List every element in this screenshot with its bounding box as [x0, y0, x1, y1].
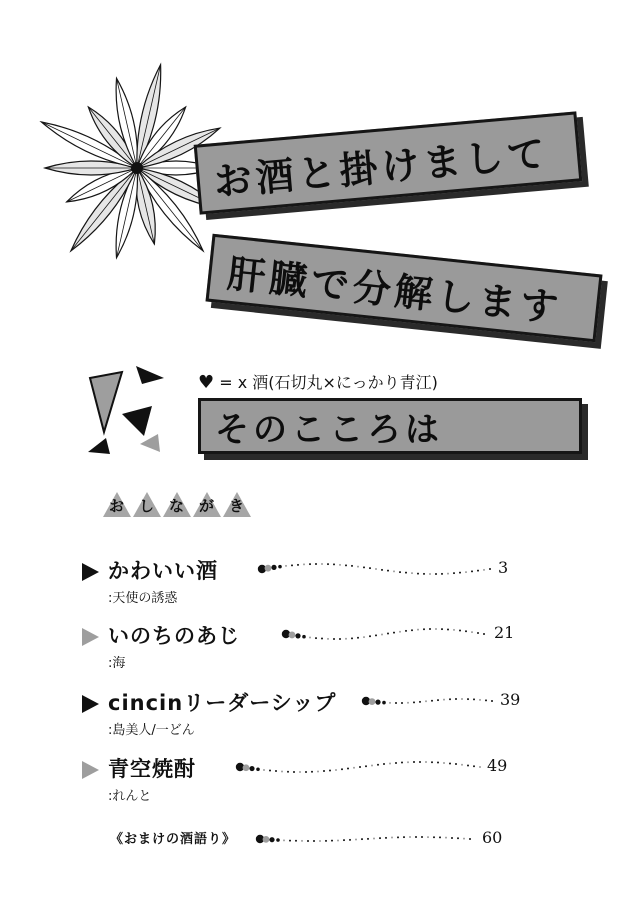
leader-dot [439, 836, 441, 838]
leader-dot [483, 633, 485, 635]
pairing-line [198, 370, 438, 393]
oshinagaki-badge [222, 490, 252, 518]
leader-dot [295, 840, 297, 842]
leader-dot [387, 633, 389, 635]
leader-dot [447, 573, 449, 575]
title-line-1: お酒と掛けまして [212, 130, 551, 204]
leader-dot [303, 563, 305, 565]
leader-dot [269, 770, 271, 772]
leader-dot [409, 836, 411, 838]
leader-dot [325, 840, 327, 842]
leader-dot [457, 837, 459, 839]
dotted-leader [282, 620, 495, 650]
title-banner-3 [198, 398, 582, 454]
dotted-leader [258, 555, 498, 585]
toc-entry[interactable] [0, 825, 639, 875]
leader-dot [321, 563, 323, 565]
leader-dot [351, 565, 353, 567]
leader-dot [455, 763, 457, 765]
leader-dot [385, 837, 387, 839]
leader-dot [291, 564, 293, 566]
leader-dot [441, 628, 443, 630]
leader-dot [293, 771, 295, 773]
leader-dot [269, 837, 274, 842]
heart-icon: ♥ [198, 372, 215, 393]
bullet-triangle-icon [82, 628, 99, 646]
leader-dot [341, 768, 343, 770]
leader-dot [345, 638, 347, 640]
leader-dot [453, 629, 455, 631]
leader-dot [377, 764, 379, 766]
leader-dot [361, 838, 363, 840]
leader-dot [373, 837, 375, 839]
leader-dot [297, 564, 299, 566]
leader-dot [401, 762, 403, 764]
leader-dot [401, 702, 403, 704]
leader-dot [363, 566, 365, 568]
leader-dot [345, 564, 347, 566]
leader-dot [335, 769, 337, 771]
leader-dot [411, 572, 413, 574]
toc-title: 《おまけの酒語り》 [110, 832, 237, 847]
leader-dot [461, 764, 463, 766]
triangle-shape [122, 406, 152, 436]
leader-dot [455, 698, 457, 700]
leader-dot [429, 628, 431, 630]
toc-page-number: 21 [494, 623, 515, 642]
toc-entry[interactable] [0, 555, 639, 605]
leader-dot [427, 836, 429, 838]
leader-dot [313, 840, 315, 842]
leader-dot [319, 840, 321, 842]
leader-dot [333, 638, 335, 640]
leader-dot [467, 698, 469, 700]
leader-dot [379, 837, 381, 839]
leader-dot [375, 700, 380, 705]
leader-dot [437, 699, 439, 701]
leader-dot [285, 565, 287, 567]
toc-entry[interactable] [0, 620, 639, 670]
leader-dot [347, 768, 349, 770]
leader-dot [449, 698, 451, 700]
leader-dot [339, 638, 341, 640]
leader-dot [383, 763, 385, 765]
leader-dot [469, 838, 471, 840]
toc-entry[interactable] [0, 753, 639, 803]
bullet-triangle-icon [82, 761, 99, 779]
leader-dot [431, 761, 433, 763]
leader-dot [411, 629, 413, 631]
leader-dot [489, 568, 491, 570]
leader-dot [467, 764, 469, 766]
toc-page-number: 49 [487, 756, 508, 775]
oshinagaki-char: お [109, 497, 125, 515]
leader-dot [321, 638, 323, 640]
leader-dot [393, 570, 395, 572]
leader-dot [471, 631, 473, 633]
leader-dot [357, 566, 359, 568]
oshinagaki-char: な [169, 497, 185, 515]
leader-dot [331, 840, 333, 842]
toc-subtitle: :海 [108, 656, 126, 671]
leader-dot [249, 766, 254, 771]
leader-dot [443, 762, 445, 764]
leader-dot [275, 770, 277, 772]
toc-subtitle: :れんと [108, 789, 152, 804]
leader-dot [465, 630, 467, 632]
leader-dot [435, 628, 437, 630]
leader-dot [243, 764, 250, 771]
leader-dot [369, 635, 371, 637]
title-line-2: 肝臓で分解します [225, 251, 565, 330]
leader-dot [256, 767, 260, 771]
title-line-3: そのこころは [215, 409, 443, 450]
leader-dot [407, 702, 409, 704]
dotted-leader [236, 753, 490, 783]
leader-dot [302, 635, 306, 639]
toc-subtitle: :天使の誘惑 [108, 591, 178, 606]
leader-dot [263, 769, 265, 771]
leader-dot [323, 770, 325, 772]
leader-dot [423, 573, 425, 575]
triangle-decoration [82, 358, 172, 458]
dotted-leader [256, 825, 480, 855]
leader-dot [483, 569, 485, 571]
leader-dot [445, 837, 447, 839]
dotted-leader [362, 687, 502, 717]
leader-dot [307, 840, 309, 842]
leader-dot [473, 765, 475, 767]
oshinagaki-badge [132, 490, 162, 518]
toc-title: いのちのあじ [108, 624, 240, 648]
leader-dot [315, 637, 317, 639]
leader-dot [359, 766, 361, 768]
leader-dot [471, 570, 473, 572]
leader-dot [461, 698, 463, 700]
pairing-text: = x 酒(石切丸×にっかり青江) [219, 373, 438, 392]
triangle-shape [140, 434, 160, 452]
leader-dot [382, 701, 386, 705]
leader-dot [431, 700, 433, 702]
leader-dot [381, 569, 383, 571]
leader-dot [425, 761, 427, 763]
leader-dot [329, 770, 331, 772]
leader-dot [451, 837, 453, 839]
toc-entry[interactable] [0, 687, 639, 737]
leader-dot [477, 632, 479, 634]
leader-dot [453, 572, 455, 574]
leader-dot [491, 700, 493, 702]
leader-dot [271, 565, 276, 570]
bullet-triangle-icon [82, 563, 99, 581]
leader-dot [423, 628, 425, 630]
leader-dot [375, 634, 377, 636]
title-banner-2 [206, 234, 603, 343]
oshinagaki-char: き [229, 497, 245, 515]
leader-dot [479, 766, 481, 768]
leader-dot [351, 637, 353, 639]
toc-title: cincinリーダーシップ [108, 691, 337, 715]
toc-title: 青空焼酎 [108, 757, 196, 781]
leader-dot [433, 836, 435, 838]
leader-dot [419, 701, 421, 703]
leader-dot [278, 565, 282, 569]
leader-dot [343, 839, 345, 841]
toc-title: かわいい酒 [108, 559, 218, 583]
toc-page-number: 39 [500, 690, 521, 709]
leader-dot [387, 570, 389, 572]
leader-dot [357, 637, 359, 639]
leader-dot [289, 840, 291, 842]
leader-dot [459, 572, 461, 574]
oshinagaki-char: が [199, 497, 215, 515]
leader-dot [389, 702, 391, 704]
leader-dot [276, 838, 280, 842]
triangle-shape [90, 372, 122, 432]
leader-dot [441, 573, 443, 575]
leader-dot [309, 563, 311, 565]
leader-dot [465, 571, 467, 573]
leader-dot [381, 633, 383, 635]
leader-dot [333, 563, 335, 565]
leader-dot [395, 762, 397, 764]
leader-dot [399, 571, 401, 573]
leader-dot [375, 568, 377, 570]
leader-dot [407, 761, 409, 763]
leader-dot [443, 699, 445, 701]
triangle-shape [136, 366, 164, 384]
leader-dot [295, 633, 300, 638]
leader-dot [425, 700, 427, 702]
leader-dot [339, 564, 341, 566]
oshinagaki-heading [102, 490, 272, 520]
toc-page-number: 3 [498, 558, 509, 577]
leader-dot [369, 698, 376, 705]
leader-dot [395, 702, 397, 704]
leader-dot [367, 838, 369, 840]
leader-dot [403, 836, 405, 838]
leader-dot [429, 573, 431, 575]
leader-dot [449, 762, 451, 764]
leader-dot [353, 767, 355, 769]
oshinagaki-badge [162, 490, 192, 518]
leader-dot [287, 771, 289, 773]
leader-dot [477, 570, 479, 572]
leader-dot [299, 771, 301, 773]
leader-dot [355, 839, 357, 841]
leader-dot [459, 630, 461, 632]
leader-dot [397, 836, 399, 838]
leader-dot [405, 572, 407, 574]
leader-dot [283, 839, 285, 841]
leader-dot [363, 636, 365, 638]
leader-dot [463, 838, 465, 840]
leader-dot [421, 836, 423, 838]
leader-dot [281, 770, 283, 772]
leader-dot [437, 762, 439, 764]
leader-dot [413, 701, 415, 703]
leader-dot [393, 632, 395, 634]
leader-dot [311, 771, 313, 773]
oshinagaki-char: し [139, 497, 155, 515]
leader-dot [301, 840, 303, 842]
oshinagaki-badge [192, 490, 222, 518]
leader-dot [317, 770, 319, 772]
leader-dot [417, 573, 419, 575]
leader-dot [327, 638, 329, 640]
leader-dot [265, 565, 272, 572]
toc-page-number: 60 [482, 828, 503, 847]
leader-dot [365, 765, 367, 767]
leader-dot [305, 771, 307, 773]
leader-dot [413, 761, 415, 763]
leader-dot [289, 632, 296, 639]
leader-dot [349, 839, 351, 841]
leader-dot [369, 567, 371, 569]
leader-dot [399, 631, 401, 633]
bullet-triangle-icon [82, 695, 99, 713]
leader-dot [315, 563, 317, 565]
leader-dot [391, 837, 393, 839]
leader-dot [371, 764, 373, 766]
leader-dot [419, 761, 421, 763]
leader-dot [263, 836, 270, 843]
oshinagaki-badge [102, 490, 132, 518]
leader-dot [485, 699, 487, 701]
leader-dot [447, 628, 449, 630]
triangle-shape [88, 438, 110, 454]
toc-subtitle: :島美人/一どん [108, 723, 195, 738]
leader-dot [417, 629, 419, 631]
leader-dot [473, 698, 475, 700]
leader-dot [389, 762, 391, 764]
leader-dot [309, 636, 311, 638]
leader-dot [415, 836, 417, 838]
leader-dot [405, 630, 407, 632]
leader-dot [479, 699, 481, 701]
leader-dot [327, 563, 329, 565]
leader-dot [435, 573, 437, 575]
leader-dot [337, 839, 339, 841]
